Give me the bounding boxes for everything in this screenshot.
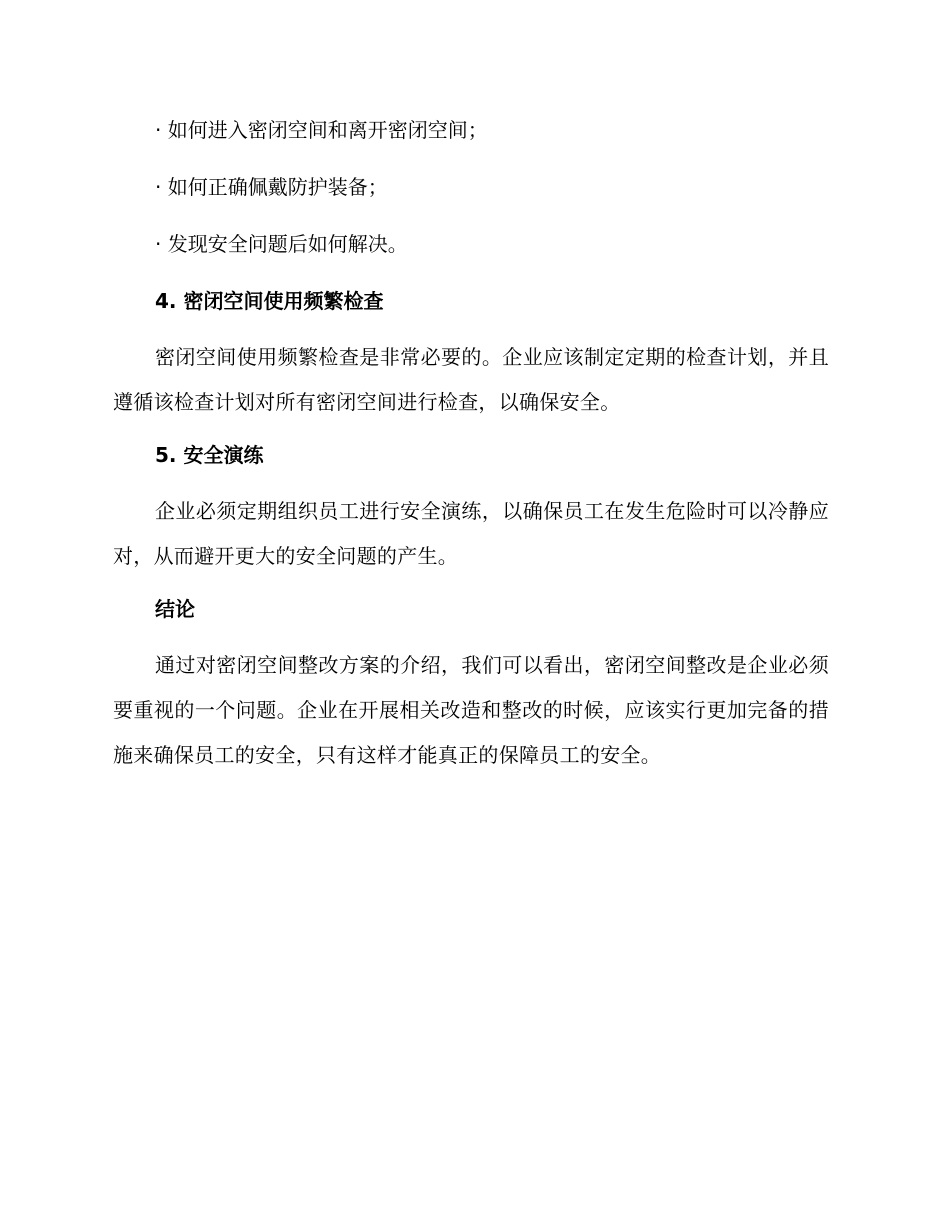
bullet-item-enter-exit: · 如何进入密闭空间和离开密闭空间； [155,118,488,142]
document-body [113,112,829,778]
section-paragraph-inspection: 密闭空间使用频繁检查是非常必要的。企业应该制定定期的检查计划，并且遵循该检查计划对所有密闭空间进行检查，以确保安全。 [113,345,829,414]
bullet-item-problem-solving: · 发现安全问题后如何解决。 [155,232,408,256]
section-heading-inspection: 4. 密闭空间使用频繁检查 [155,289,384,313]
section-paragraph-drill: 企业必须定期组织员工进行安全演练，以确保员工在发生危险时可以冷静应对，从而避开更大的安全问题的产生。 [113,499,829,568]
section-heading-drill: 5. 安全演练 [155,443,264,467]
bullet-item-protective-gear: · 如何正确佩戴防护装备； [155,175,388,199]
section-heading-conclusion: 结论 [155,597,195,621]
section-paragraph-conclusion: 通过对密闭空间整改方案的介绍，我们可以看出，密闭空间整改是企业必须要重视的一个问题。企业在开展相关改造和整改的时候，应该实行更加完备的措施来确保员工的安全，只有这样才能真正的保障员工的安全。 [113,653,829,767]
